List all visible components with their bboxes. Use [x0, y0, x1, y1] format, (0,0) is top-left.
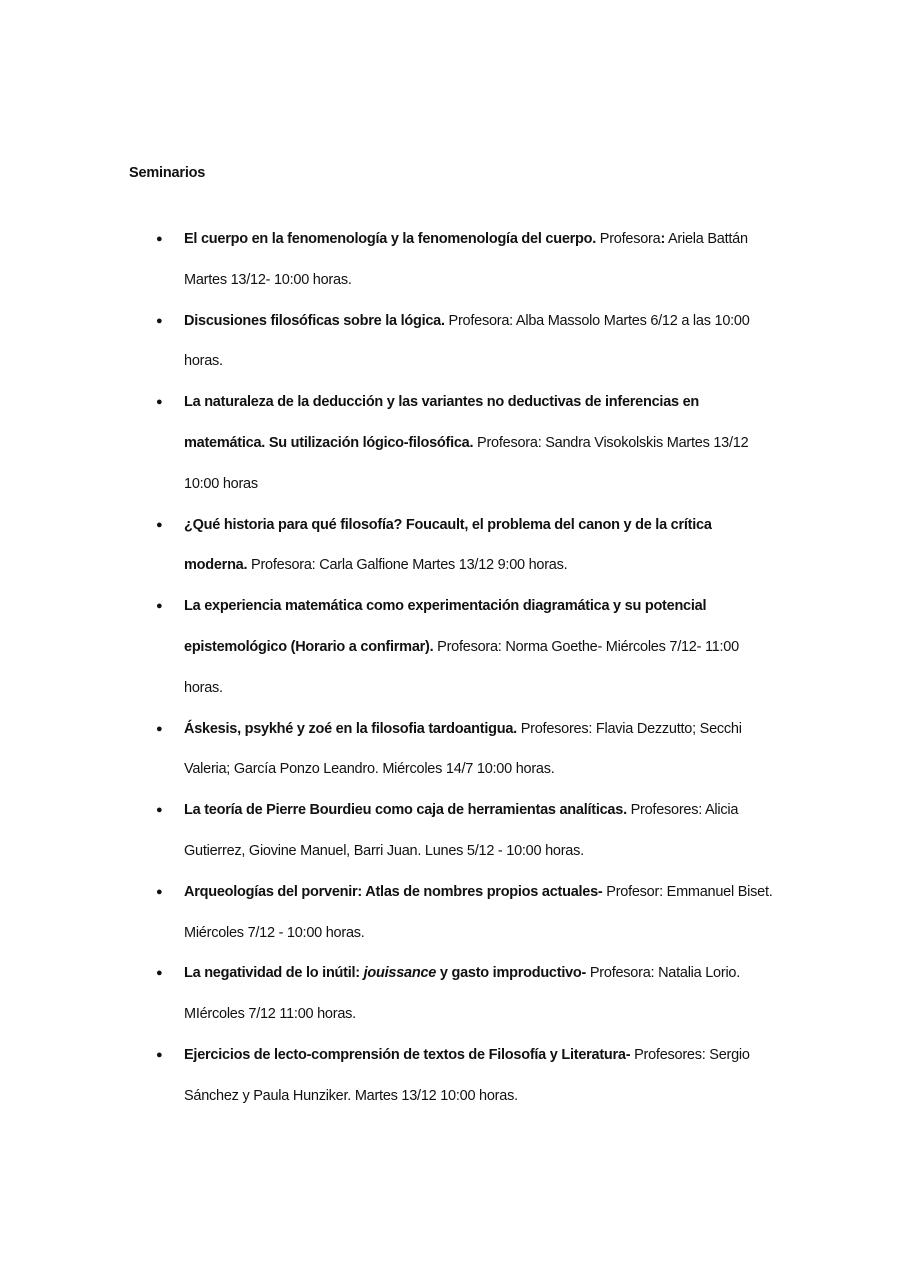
seminar-title-text: La negatividad de lo inútil: [184, 965, 364, 982]
section-heading: Seminarios [129, 165, 206, 181]
seminar-title-text: Áskesis, psykhé y zoé en la filosofia tardoantigua. [184, 720, 517, 737]
seminar-details: : Sergio Sánchez y Paula Hunziker. Martes 13/12 10:00 horas. [184, 1046, 750, 1104]
seminar-details: : Alba Massolo Martes 6/12 a las 10:00 horas. [184, 312, 750, 370]
seminar-title-rest: y gasto improductivo- [436, 965, 587, 982]
bullet-icon: ● [156, 885, 163, 898]
seminar-item [0, 505, 774, 587]
instructor-role: Profesores [630, 1046, 702, 1063]
seminar-item [0, 586, 774, 708]
seminar-details: : Carla Galfione Martes 13/12 9:00 horas. [311, 557, 568, 574]
role-colon: : [660, 231, 666, 247]
seminar-title [184, 231, 596, 247]
seminar-title-text: Discusiones filosóficas sobre la lógica. [184, 312, 445, 329]
instructor-role: Profesora [433, 638, 498, 655]
instructor-role: Profesores [516, 720, 589, 737]
seminar-title [184, 965, 586, 981]
bullet-icon: ● [156, 967, 163, 980]
seminar-title-text: Ejercicios de lecto-comprensión de textos de Filosofía y Literatura- [184, 1046, 631, 1063]
bullet-icon: ● [156, 396, 163, 409]
bullet-icon: ● [156, 722, 163, 735]
seminar-item [0, 872, 774, 954]
seminar-title-text: El cuerpo en la fenomenología y la fenomenología del cuerpo. [184, 231, 597, 247]
bullet-icon: ● [156, 600, 163, 613]
seminar-title [184, 721, 517, 737]
instructor-role: Profesora [596, 231, 661, 247]
instructor-role: Profesores [626, 802, 699, 819]
seminar-title-text: La experiencia matemática como experimentación diagramática y su potencial epistemológico (Horario a confirmar). [184, 598, 707, 655]
bullet-icon: ● [156, 804, 163, 817]
bullet-icon: ● [156, 314, 163, 327]
seminar-item [0, 1035, 774, 1117]
seminar-title-text: Arqueologías del porvenir: Atlas de nombres propios actuales- [184, 883, 603, 900]
seminar-item [0, 709, 774, 791]
seminar-title-text: La teoría de Pierre Bourdieu como caja de herramientas analíticas. [184, 802, 627, 819]
bullet-icon: ● [156, 233, 163, 245]
seminar-details: Ariela Battán Martes 13/12- 10:00 horas. [184, 231, 748, 288]
instructor-role: Profesor [602, 883, 660, 900]
seminar-details: : Natalia Lorio. MIércoles 7/12 11:00 horas. [184, 965, 741, 1023]
seminar-details: : Alicia Gutierrez, Giovine Manuel, Barri Juan. Lunes 5/12 - 10:00 horas. [184, 802, 739, 859]
seminar-item [0, 953, 774, 1035]
instructor-role: Profesora [473, 434, 538, 451]
seminar-title-text: La naturaleza de la deducción y las variantes no deductivas de inferencias en matemática. Su utilización lógico-filosófica. [184, 394, 700, 451]
seminar-title-italic: jouissance [363, 965, 437, 982]
bullet-icon: ● [156, 518, 163, 531]
seminar-item [0, 382, 774, 504]
instructor-role: Profesora [444, 312, 510, 329]
instructor-role: Profesora [247, 557, 312, 574]
seminar-title-text: ¿Qué historia para qué filosofía? Foucault, el problema del canon y de la crítica moderna. [184, 516, 712, 574]
seminar-list [0, 219, 905, 1117]
bullet-icon: ● [156, 1048, 163, 1061]
seminar-item [0, 790, 774, 872]
seminar-title [184, 884, 603, 900]
seminar-title [184, 313, 445, 329]
seminar-title [184, 802, 627, 818]
seminar-details: : Emmanuel Biset. Miércoles 7/12 - 10:00 horas. [184, 883, 773, 941]
seminar-details: : Norma Goethe- Miércoles 7/12- 11:00 horas. [184, 638, 739, 696]
seminar-title [184, 1047, 630, 1063]
seminar-item [0, 219, 774, 301]
seminar-item [0, 301, 774, 383]
seminar-details: : Flavia Dezzutto; Secchi Valeria; García Ponzo Leandro. Miércoles 14/7 10:00 horas. [184, 720, 742, 778]
seminar-details: : Sandra Visokolskis Martes 13/12 10:00 horas [184, 434, 749, 492]
instructor-role: Profesora [586, 965, 651, 982]
